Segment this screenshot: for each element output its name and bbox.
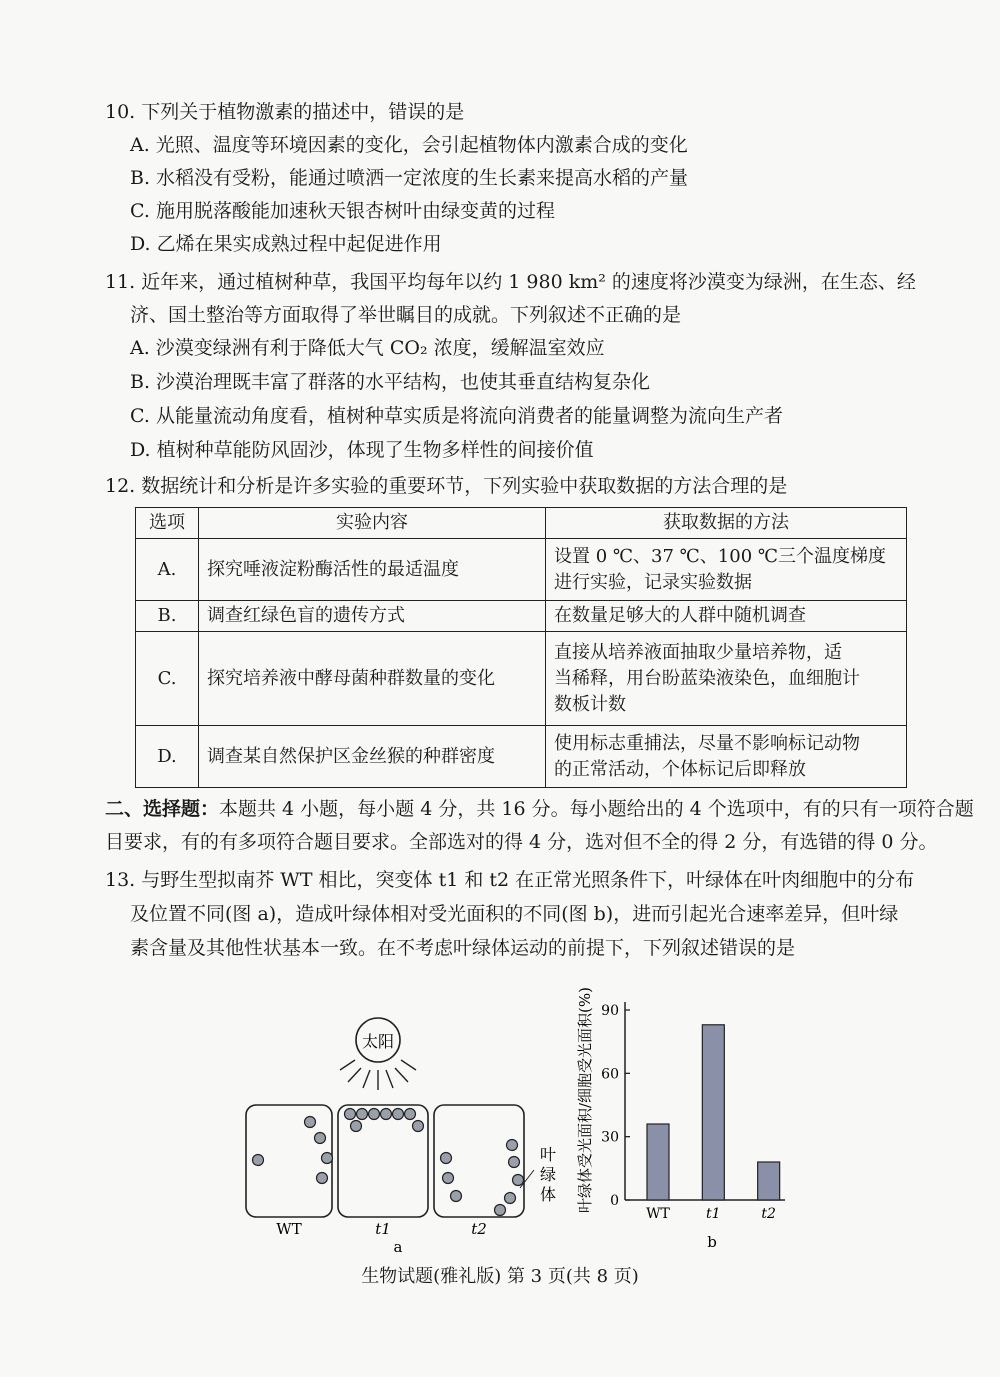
table-row [136,726,907,788]
q11-option-a: A. 沙漠变绿洲有利于降低大气 CO₂ 浓度，缓解温室效应 [130,337,605,359]
row-option: D. [136,726,199,788]
y-tick-label: 90 [601,1003,619,1019]
row-method-line: 使用标志重捕法，尽量不影响标记动物 [554,732,860,754]
chloroplast-dot [357,1109,368,1120]
y-tick-label: 30 [601,1129,619,1146]
table-header-option: 选项 [136,508,199,539]
sun-label: 太阳 [361,1032,395,1051]
q10-option-a: A. 光照、温度等环境因素的变化，会引起植物体内激素合成的变化 [130,134,688,156]
table-header-method: 获取数据的方法 [546,508,907,539]
q11-option-d: D. 植树种草能防风固沙，体现了生物多样性的间接价值 [130,439,594,461]
cell-label-t2: t2 [471,1220,487,1238]
row-method-line: 设置 0 ℃、37 ℃、100 ℃三个温度梯度 [554,545,887,567]
row-method [546,632,907,726]
figure-a [230,1010,570,1260]
q13-line2: 及位置不同(图 a)，造成叶绿体相对受光面积的不同(图 b)，进而引起光合速率差异，但叶绿 [130,903,899,925]
cell-label-t1: t1 [375,1220,391,1238]
chart-ticks [601,1003,776,1222]
q10-option-c: C. 施用脱落酸能加速秋天银杏树叶由绿变黄的过程 [130,200,555,222]
chloroplast-dot [495,1205,506,1216]
q11-option-b: B. 沙漠治理既丰富了群落的水平结构，也使其垂直结构复杂化 [130,371,651,393]
q12-stem: 12. 数据统计和分析是许多实验的重要环节，下列实验中获取数据的方法合理的是 [105,475,788,497]
row-method [546,726,907,788]
q11-option-c: C. 从能量流动角度看，植树种草实质是将流向消费者的能量调整为流向生产者 [130,405,783,427]
q10-option-b: B. 水稻没有受粉，能通过喷洒一定浓度的生长素来提高水稻的产量 [130,167,689,189]
figure-a-caption: a [393,1238,403,1256]
row-method [546,539,907,601]
row-method-line: 数板计数 [554,693,626,715]
table-header-content: 实验内容 [199,508,546,539]
chloroplast-dot [505,1193,516,1204]
chart-ylabel: 叶绿体受光面积/细胞受光面积(%) [576,986,594,1214]
q11-stem-line1: 11. 近年来，通过植树种草，我国平均每年以约 1 980 km² 的速度将沙漠变为绿洲，在生态、经 [105,271,916,293]
row-method: 在数量足够大的人群中随机调查 [546,601,907,632]
table-row [136,601,907,632]
chloroplast-dot [413,1121,424,1132]
row-method-line: 的正常活动，个体标记后即释放 [554,758,806,780]
bar-wt [647,1124,669,1200]
y-tick-label: 60 [601,1066,619,1083]
chloroplast-dot [509,1157,520,1168]
row-content: 探究培养液中酵母菌种群数量的变化 [199,632,546,726]
row-method-line: 进行实验，记录实验数据 [554,571,752,593]
section2-title: 二、选择题： [105,798,220,820]
chloroplast-dot [405,1109,416,1120]
x-tick-label: t2 [761,1206,776,1222]
row-method-line: 当稀释，用台盼蓝染液染色，血细胞计 [554,667,860,689]
chloroplast-dot [441,1153,452,1164]
row-content: 调查红绿色盲的遗传方式 [199,601,546,632]
bar-t2 [758,1162,780,1200]
chloroplast-dot [507,1140,518,1151]
x-tick-label: t1 [706,1206,721,1222]
row-option: A. [136,539,199,601]
q10-stem: 10. 下列关于植物激素的描述中，错误的是 [105,101,465,123]
chloroplast-dot [253,1155,264,1166]
row-content: 调查某自然保护区金丝猴的种群密度 [199,726,546,788]
chloroplast-dot [305,1117,316,1128]
y-tick-label: 0 [610,1193,619,1209]
chart-bars [647,1025,780,1200]
q10-option-d: D. 乙烯在果实成熟过程中起促进作用 [130,233,442,255]
table-row [136,539,907,601]
chloroplast-dot [381,1109,392,1120]
row-option: C. [136,632,199,726]
figure-b-chart [570,980,800,1255]
q13-line3: 素含量及其他性状基本一致。在不考虑叶绿体运动的前提下，下列叙述错误的是 [130,937,796,959]
figure-b-caption: b [707,1233,717,1251]
row-content: 探究唾液淀粉酶活性的最适温度 [199,539,546,601]
chloroplast-dot [315,1133,326,1144]
q12-table [135,507,907,788]
table-header-row [136,508,907,539]
section2-line1-text: 本题共 4 小题，每小题 4 分，共 16 分。每小题给出的 4 个选项中，有的只有一项符合题 [219,798,974,820]
row-method-line: 直接从培养液面抽取少量培养物，适 [554,641,842,663]
sun-rays [340,1060,416,1090]
q11-stem-line2: 济、国土整治等方面取得了举世瞩目的成就。下列叙述不正确的是 [130,304,682,326]
x-tick-label: WT [646,1206,670,1222]
q13-line1: 13. 与野生型拟南芥 WT 相比，突变体 t1 和 t2 在正常光照条件下，叶绿体在叶肉细胞中的分布 [105,869,915,891]
chloroplast-label: 叶绿体 [539,1145,557,1204]
section2-line1 [105,795,974,823]
bar-t1 [702,1025,724,1200]
chloroplast-dot [369,1109,380,1120]
chloroplast-dot [351,1121,362,1132]
page-footer: 生物试题(雅礼版) 第 3 页(共 8 页) [361,1266,639,1287]
row-option: B. [136,601,199,632]
table-row [136,632,907,726]
chloroplast-dot [322,1153,333,1164]
chloroplast-dot [451,1191,462,1202]
chloroplast-dot [443,1173,454,1184]
chloroplasts [253,1109,524,1216]
cell-label-wt: WT [276,1220,302,1238]
section2-line2: 目要求，有的有多项符合题目要求。全部选对的得 4 分，选对但不全的得 2 分，有选错的得 0 分。 [105,831,938,853]
chloroplast-dot [393,1109,404,1120]
chloroplast-dot [317,1173,328,1184]
chloroplast-dot [345,1109,356,1120]
chloroplast-dot [513,1175,524,1186]
